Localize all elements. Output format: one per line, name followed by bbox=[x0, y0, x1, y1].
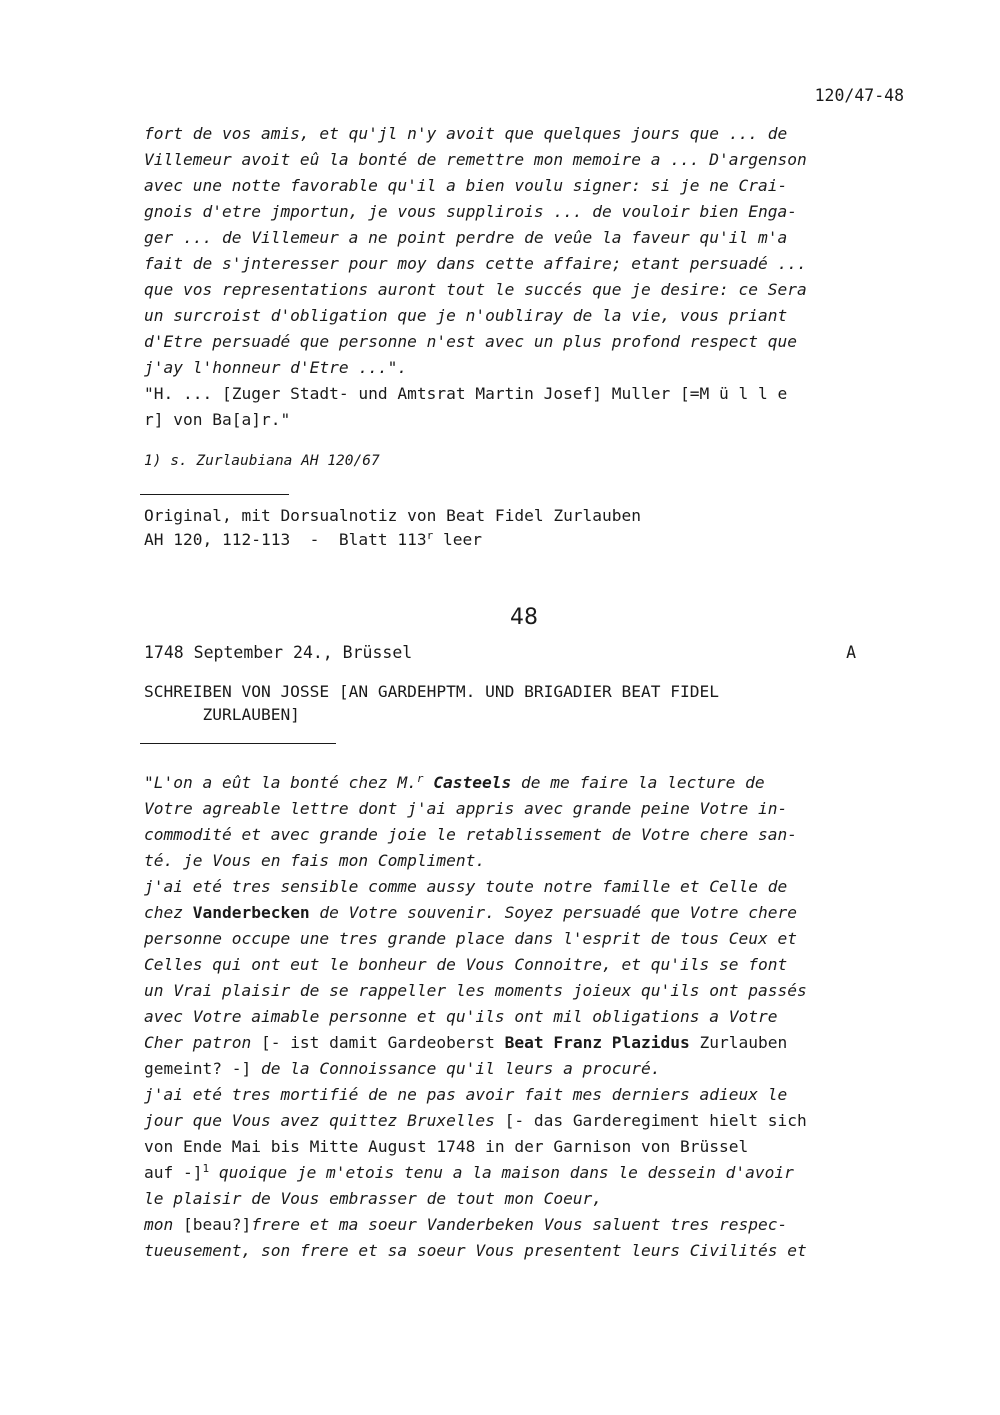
signature-line: r] von Ba[a]r." bbox=[144, 410, 291, 429]
text-line: chez Vanderbecken de Votre souvenir. Soyez persuadé que Votre chere bbox=[144, 903, 797, 922]
footnote-divider bbox=[140, 494, 289, 495]
text-line: tueusement, son frere et sa soeur Vous presentent leurs Civilités et bbox=[144, 1241, 807, 1260]
date-line bbox=[144, 643, 856, 662]
text-line: Cher patron [- ist damit Gardeoberst Beat Franz Plazidus Zurlauben bbox=[144, 1033, 788, 1052]
name-beat-franz-plazidus: Beat Franz Plazidus bbox=[504, 1033, 690, 1052]
name-casteels: Casteels bbox=[433, 773, 512, 792]
text-line: té. je Vous en fais mon Compliment. bbox=[144, 851, 486, 870]
superscript: r bbox=[426, 529, 434, 542]
text-line: von Ende Mai bis Mitte August 1748 in der Garnison von Brüssel bbox=[144, 1137, 749, 1156]
text-line: ger ... de Villemeur a ne point perdre de veûe la faveur qu'il m'a bbox=[144, 228, 788, 247]
signature-block bbox=[144, 381, 904, 433]
text-line: j'ai eté tres sensible comme aussy toute notre famille et Celle de bbox=[144, 877, 788, 896]
document-heading bbox=[144, 680, 904, 726]
text-line: un surcroist d'obligation que je n'oubliray de la vie, vous priant bbox=[144, 306, 788, 325]
text-line: d'Etre persuadé que personne n'est avec un plus profond respect que bbox=[144, 332, 797, 351]
text-line: Votre agreable lettre dont j'ai appris avec grande peine Votre in- bbox=[144, 799, 788, 818]
text-line: le plaisir de Vous embrasser de tout mon Coeur, bbox=[144, 1189, 603, 1208]
heading-line: ZURLAUBEN] bbox=[144, 705, 300, 724]
letter-code: A bbox=[846, 643, 856, 662]
footnote: 1) s. Zurlaubiana AH 120/67 bbox=[144, 453, 380, 469]
text-line: que vos representations auront tout le succés que je desire: ce Sera bbox=[144, 280, 807, 299]
text-line: fort de vos amis, et qu'jl n'y avoit que quelques jours que ... de bbox=[144, 124, 788, 143]
footnote-ref: 1 bbox=[202, 1162, 210, 1175]
text-line: commodité et avec grande joie le retablissement de Votre chere san- bbox=[144, 825, 797, 844]
letter-continuation bbox=[144, 121, 904, 381]
heading-divider bbox=[140, 743, 336, 744]
text-line: gemeint? -] de la Connoissance qu'il leurs a procuré. bbox=[144, 1059, 661, 1078]
text-line: Villemeur avoit eû la bonté de remettre mon memoire a ... D'argenson bbox=[144, 150, 807, 169]
source-ref: AH 120, 112-113 - Blatt 113 bbox=[144, 530, 427, 549]
text-line: j'ay l'honneur d'Etre ...". bbox=[144, 358, 408, 377]
text-line: avec une notte favorable qu'il a bien voulu signer: si je ne Crai- bbox=[144, 176, 788, 195]
text-line: jour que Vous avez quittez Bruxelles [- das Garderegiment hielt sich bbox=[144, 1111, 807, 1130]
date-place: 1748 September 24., Brüssel bbox=[144, 643, 413, 662]
text-line: Celles qui ont eut le bonheur de Vous Connoitre, et qu'ils se font bbox=[144, 955, 788, 974]
heading-line: SCHREIBEN VON JOSSE [AN GARDEHPTM. UND BRIGADIER BEAT FIDEL bbox=[144, 682, 719, 701]
name-vanderbecken: Vanderbecken bbox=[192, 903, 310, 922]
text-line: fait de s'jnteresser pour moy dans cette affaire; etant persuadé ... bbox=[144, 254, 807, 273]
source-line: Original, mit Dorsualnotiz von Beat Fidel Zurlauben bbox=[144, 506, 642, 525]
text-line: auf -]$^1$ quoique je m'etois tenu a la maison dans le dessein d'avoir bbox=[144, 1162, 794, 1182]
text-line: avec Votre aimable personne et qu'ils ont mil obligations a Votre bbox=[144, 1007, 778, 1026]
page-number: 120/47-48 bbox=[814, 86, 904, 105]
text-line: personne occupe une tres grande place dans l'esprit de tous Ceux et bbox=[144, 929, 797, 948]
signature-line: "H. ... [Zuger Stadt- und Amtsrat Martin Josef] Muller [=M ü l l e bbox=[144, 384, 788, 403]
source-line-2 bbox=[144, 528, 904, 552]
source-note bbox=[144, 504, 904, 552]
document-number: 48 bbox=[510, 605, 538, 630]
letter-body bbox=[144, 770, 904, 1264]
text-line: mon [beau?]frere et ma soeur Vanderbeken Vous saluent tres respec- bbox=[144, 1215, 788, 1234]
text-line: j'ai eté tres mortifié de ne pas avoir fait mes derniers adieux le bbox=[144, 1085, 788, 1104]
text-line: gnois d'etre jmportun, je vous supplirois ... de vouloir bien Enga- bbox=[144, 202, 797, 221]
text-line: "L'on a eût la bonté chez M.$^r$ Casteels de me faire la lecture de bbox=[144, 772, 765, 792]
superscript: r bbox=[416, 772, 424, 785]
source-ref-suffix: leer bbox=[433, 530, 482, 549]
text-line: un Vrai plaisir de se rappeller les moments joieux qu'ils ont passés bbox=[144, 981, 807, 1000]
